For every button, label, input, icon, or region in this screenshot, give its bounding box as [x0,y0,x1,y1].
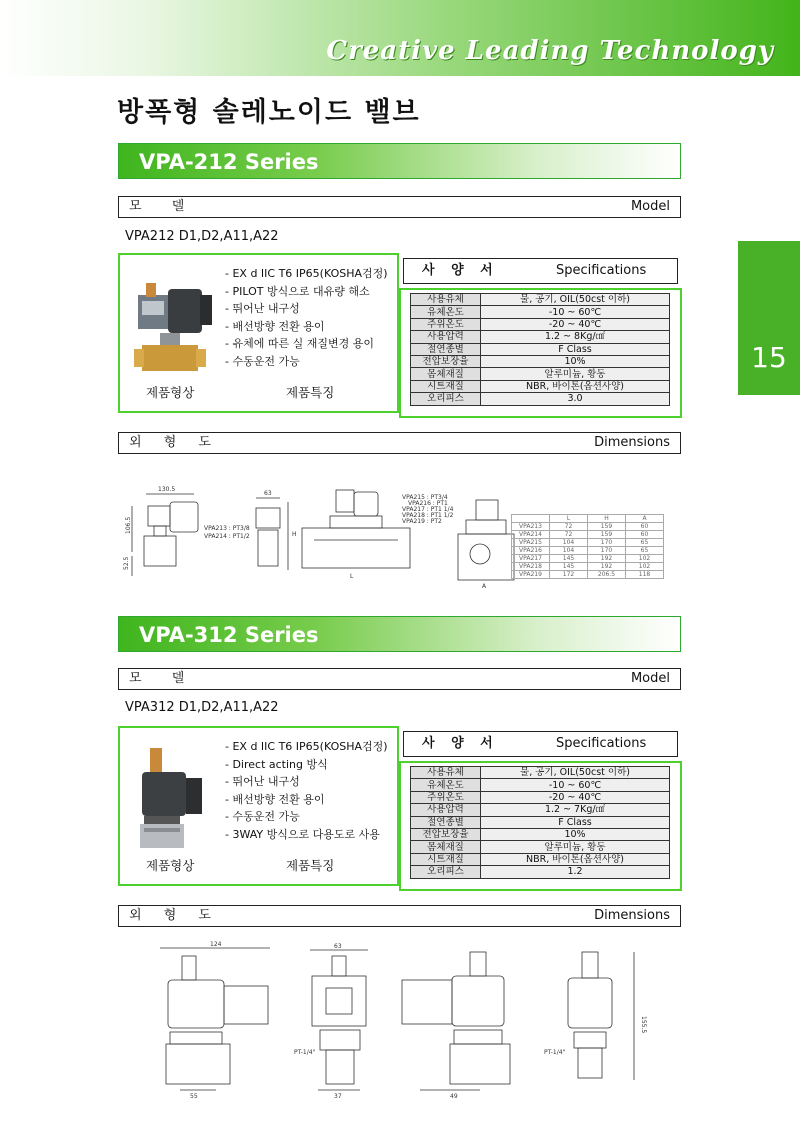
product-box [118,726,399,886]
dim-cell: 118 [626,571,664,579]
dim-cell: 206.5 [588,571,626,579]
spec-key: 절연종별 [411,816,481,828]
dim-cell: A [626,515,664,523]
dim-cell: VPA215 [512,539,550,547]
spec-key: 유체온도 [411,306,481,318]
feature-item: - 수동운전 가능 [225,354,300,368]
dim-cell: 104 [550,539,588,547]
spec-row [411,393,670,405]
model-label-box [118,668,681,690]
model-label-box [118,196,681,218]
spec-row [411,828,670,840]
caption-shape: 제품형상 [146,858,195,873]
spec-frame [399,761,682,891]
spec-key: 주위온도 [411,318,481,330]
feature-item: - 유체에 따른 실 재질변경 용이 [225,337,374,350]
spec-key: 유체온도 [411,779,481,791]
dim-table-row [512,547,664,555]
feature-item: - 뛰어난 내구성 [225,302,300,315]
dim-label: VPA215 : PT3/4 [402,494,448,501]
spec-key: 사용유체 [411,767,481,779]
dim-label: H [292,531,297,538]
spec-title-ko: 사 양 서 [422,736,499,751]
series-title-bar [118,143,681,179]
spec-value: 1.2 ~ 8Kg/㎠ [481,331,670,343]
spec-table [410,293,670,406]
page-title: 방폭형 솔레노이드 밸브 [117,97,421,128]
spec-title-ko: 사 양 서 [422,263,499,278]
spec-key: 전압보장율 [411,355,481,367]
spec-key: 몸체재질 [411,368,481,380]
spec-row [411,841,670,853]
caption-features: 제품특징 [286,385,335,400]
dimensions-label-en: Dimensions [594,435,670,450]
spec-row [411,804,670,816]
dimension-drawings [140,940,660,1100]
model-label-ko: 모 델 [129,199,198,214]
chapter-number: 15 [751,341,787,374]
dim-table-header [512,515,664,523]
spec-key: 오리피스 [411,393,481,405]
model-list: VPA312 D1,D2,A11,A22 [125,700,279,715]
spec-title-box [403,258,678,284]
spec-value: 물, 공기, OIL(50cst 이하) [481,294,670,306]
dim-table-row [512,523,664,531]
dim-cell: 72 [550,523,588,531]
slogan: Creative Leading Technology [326,36,774,66]
series-title: VPA-312 Series [139,623,319,647]
feature-item: - 배선방향 전환 용이 [225,792,325,806]
dim-cell: 65 [626,547,664,555]
dim-label: VPA214 : PT1/2 [204,533,250,540]
spec-value: NBR, 바이톤(옵션사양) [481,853,670,865]
dim-cell: 72 [550,531,588,539]
dim-label: 55 [190,1093,198,1100]
dim-cell: 159 [588,531,626,539]
spec-row [411,767,670,779]
dim-cell: 159 [588,523,626,531]
spec-key: 시트재질 [411,853,481,865]
dim-cell: 145 [550,555,588,563]
dim-cell: 172 [550,571,588,579]
spec-key: 사용유체 [411,294,481,306]
dim-label: 63 [264,490,272,497]
dim-label: VPA213 : PT3/8 [204,525,250,532]
spec-value: F Class [481,816,670,828]
dim-label: PT-1/4" [544,1049,566,1056]
product-photo [130,738,220,852]
chapter-tab [738,241,800,395]
spec-value: -20 ~ 40℃ [481,791,670,803]
series-title-bar [118,616,681,652]
spec-row [411,816,670,828]
dim-cell [512,515,550,523]
spec-key: 오리피스 [411,866,481,878]
spec-table [410,766,670,879]
dim-label: 106.5 [125,516,132,534]
spec-key: 주위온도 [411,791,481,803]
feature-item: - 배선방향 전환 용이 [225,319,325,333]
spec-row [411,294,670,306]
spec-row [411,368,670,380]
dim-label: VPA216 : PT1 [408,500,448,507]
spec-row [411,343,670,355]
dim-cell: VPA219 [512,571,550,579]
spec-row [411,355,670,367]
dim-table-row [512,571,664,579]
spec-key: 사용압력 [411,804,481,816]
dim-cell: 104 [550,547,588,555]
dim-cell: 65 [626,539,664,547]
spec-row [411,791,670,803]
dimensions-label-en: Dimensions [594,908,670,923]
product-photo [130,265,220,379]
dimensions-label-ko: 외 형 도 [129,908,220,923]
dim-label: 52.5 [123,556,130,570]
dimensions-label-box [118,905,681,927]
spec-row [411,779,670,791]
feature-item: - Direct acting 방식 [225,757,328,771]
spec-key: 절연종별 [411,343,481,355]
spec-value: 1.2 [481,866,670,878]
spec-value: 1.2 ~ 7Kg/㎠ [481,804,670,816]
dim-cell: 170 [588,547,626,555]
spec-key: 사용압력 [411,331,481,343]
dim-cell: 60 [626,531,664,539]
spec-value: 10% [481,828,670,840]
dim-cell: 145 [550,563,588,571]
spec-row [411,380,670,392]
spec-row [411,331,670,343]
dim-cell: 192 [588,563,626,571]
product-box [118,253,399,413]
model-label-en: Model [630,199,670,214]
dim-table-row [512,531,664,539]
spec-frame [399,288,682,418]
dimensions-label-box [118,432,681,454]
feature-list [225,738,388,843]
spec-value: -10 ~ 60℃ [481,306,670,318]
dimension-table [511,514,664,579]
header-band [0,0,800,76]
dim-cell: VPA214 [512,531,550,539]
dim-label: VPA217 : PT1 1/4 [402,506,454,513]
spec-value: -10 ~ 60℃ [481,779,670,791]
series-title: VPA-212 Series [139,150,319,174]
spec-value: 3.0 [481,393,670,405]
dim-label: 63 [334,943,342,950]
feature-item: - 3WAY 방식으로 다용도로 사용 [225,827,380,841]
feature-item: - EX d IIC T6 IP65(KOSHA검정) [225,740,388,753]
spec-row [411,306,670,318]
dim-table-row [512,555,664,563]
spec-row [411,853,670,865]
dim-label: A [482,583,487,590]
caption-shape: 제품형상 [146,385,195,400]
dim-cell: VPA218 [512,563,550,571]
feature-item: - 뛰어난 내구성 [225,775,300,788]
spec-title-en: Specifications [556,736,647,751]
spec-key: 몸체재질 [411,841,481,853]
caption-features: 제품특징 [286,858,335,873]
spec-value: 알루미늄, 황동 [481,841,670,853]
dim-cell: H [588,515,626,523]
dim-cell: 102 [626,555,664,563]
spec-title-en: Specifications [556,263,647,278]
dim-table-row [512,539,664,547]
dim-label: L [350,573,354,580]
dim-cell: 170 [588,539,626,547]
spec-value: 알루미늄, 황동 [481,368,670,380]
feature-list [225,265,388,370]
dim-label: 37 [334,1093,342,1100]
feature-item: - EX d IIC T6 IP65(KOSHA검정) [225,267,388,280]
dim-label: PT-1/4" [294,1049,316,1056]
dim-cell: VPA213 [512,523,550,531]
dim-label: VPA219 : PT2 [402,518,442,525]
dim-label: 130.5 [158,486,176,493]
spec-value: NBR, 바이톤(옵션사양) [481,380,670,392]
dim-cell: VPA216 [512,547,550,555]
dim-label: 49 [450,1093,458,1100]
spec-value: -20 ~ 40℃ [481,318,670,330]
spec-value: F Class [481,343,670,355]
spec-key: 전압보장율 [411,828,481,840]
model-label-ko: 모 델 [129,671,198,686]
dim-label: 155.5 [640,1016,647,1034]
dimension-drawings [118,480,518,590]
dim-label: VPA218 : PT1 1/2 [402,512,454,519]
spec-title-box [403,731,678,757]
dim-label: 124 [210,941,222,948]
feature-item: - PILOT 방식으로 대유량 해소 [225,284,370,298]
model-label-en: Model [630,671,670,686]
dim-cell: 60 [626,523,664,531]
feature-item: - 수동운전 가능 [225,810,300,823]
dim-cell: 192 [588,555,626,563]
dim-cell: VPA217 [512,555,550,563]
dim-cell: 102 [626,563,664,571]
spec-row [411,866,670,878]
spec-key: 시트재질 [411,380,481,392]
model-list: VPA212 D1,D2,A11,A22 [125,229,279,244]
spec-value: 10% [481,355,670,367]
spec-value: 물, 공기, OIL(50cst 이하) [481,767,670,779]
spec-row [411,318,670,330]
dim-cell: L [550,515,588,523]
dimensions-label-ko: 외 형 도 [129,435,220,450]
dim-table-row [512,563,664,571]
